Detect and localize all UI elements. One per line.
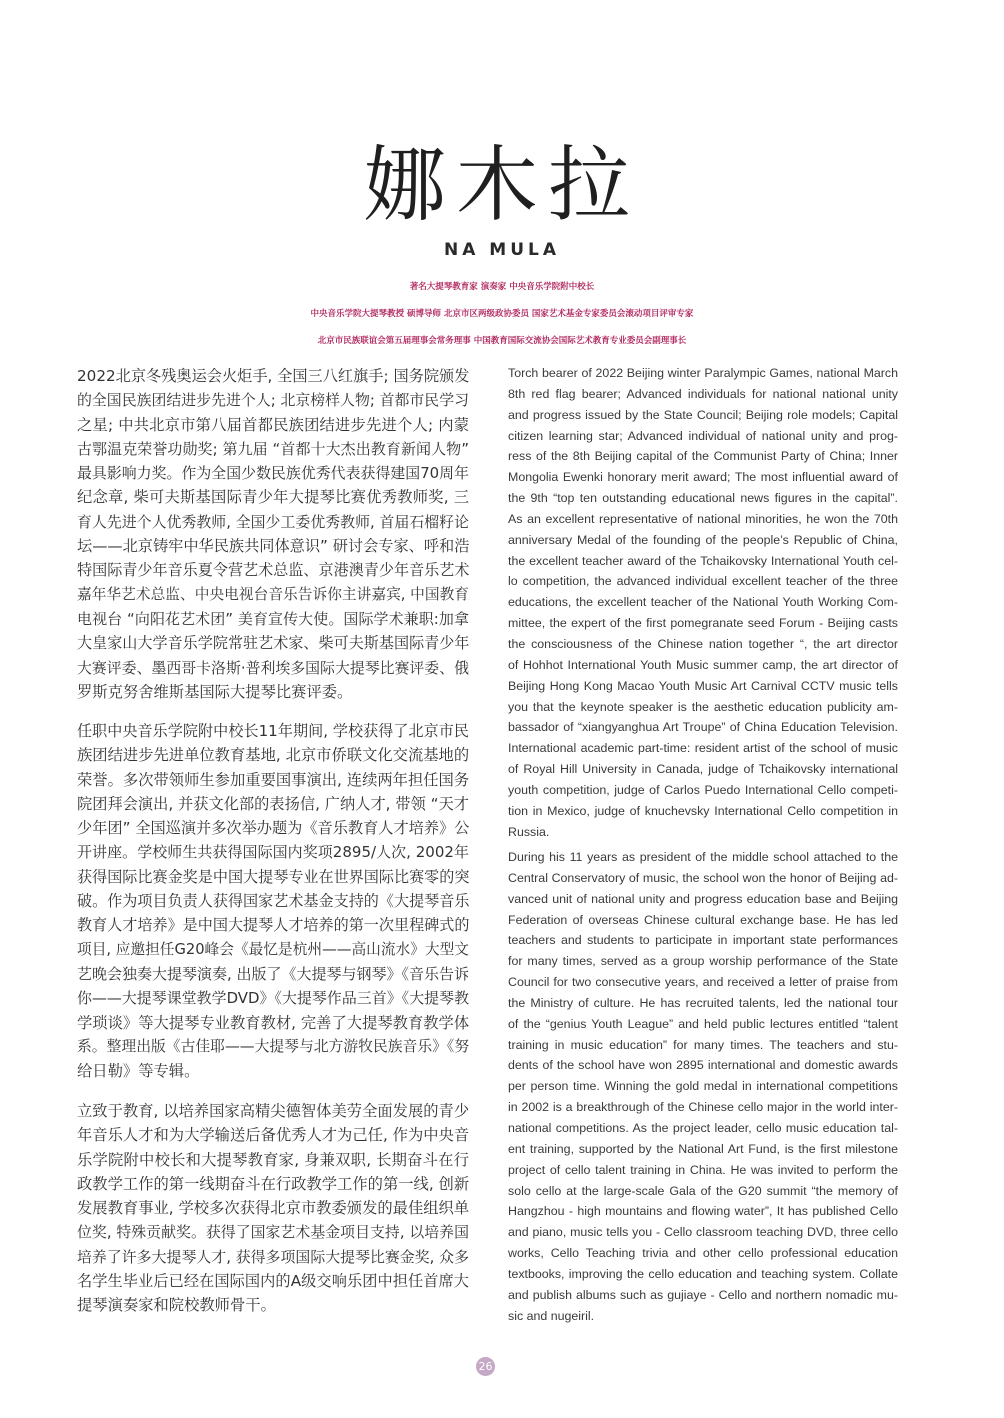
text-line: of Hohhot International Youth Music summer camp, the art director of <box>508 657 898 672</box>
text-line: 给日勒》等专辑。 <box>77 1062 200 1081</box>
text-line: 纪念章, 柴可夫斯基国际青少年大提琴比赛优秀教师奖, 三 <box>77 488 469 507</box>
text-line: 院团拜会演出, 并获文化部的表扬信, 广纳人才, 带领 “天才 <box>77 794 469 813</box>
text-line: During his 11 years as president of the middle school attached to the <box>508 850 898 864</box>
text-line: 政教学工作的第一线期奋斗在行政教学工作的第一线, 创新 <box>77 1174 469 1193</box>
text-line: 学琐谈》等大提琴专业教育教材, 完善了大提琴教育教学体 <box>77 1013 469 1032</box>
text-line: works, Cello Teaching trivia and other cello professional education <box>508 1246 898 1261</box>
chinese-paragraph <box>77 1099 469 1318</box>
text-line: 艺晚会独奏大提琴演奏, 出版了《大提琴与钢琴》《音乐告诉 <box>77 964 469 983</box>
text-line: 罗斯克努舍维斯基国际大提琴比赛评委。 <box>77 682 353 701</box>
name-english-title: NA MULA <box>443 240 560 260</box>
chinese-paragraph <box>77 364 469 704</box>
text-line: 项目, 应邀担任G20峰会《最忆是杭州——高山流水》大型文 <box>77 940 469 958</box>
text-line: 乐学院附中校长和大提琴教育家, 身兼双职, 长期奋斗在行 <box>77 1150 469 1169</box>
text-line: ent training, supported by the National Art Fund, is the first milestone <box>508 1141 898 1156</box>
text-line: 立致于教育, 以培养国家高精尖德智体美劳全面发展的青少 <box>77 1102 469 1120</box>
text-line: 大赛评委、墨西哥卡洛斯·普利埃多国际大提琴比赛评委、俄 <box>77 658 469 677</box>
text-line: Torch bearer of 2022 Beijing winter Paralympic Games, national March <box>508 366 898 380</box>
text-line: training in music education” for many times. The teachers and stu- <box>508 1037 898 1052</box>
text-line: lo competition, the advanced individual excellent teacher of the three <box>508 574 898 589</box>
chinese-paragraph <box>77 719 469 1083</box>
text-line: and publish albums such as gujiaye - Cello and northern nomadic mu- <box>508 1287 898 1302</box>
text-line: Russia. <box>508 824 550 839</box>
text-line: 开讲座。学校师生共获得国际国内奖项2895/人次, 2002年 <box>77 843 469 862</box>
text-line: and progress issued by the State Council; Beijing role models; Capital <box>508 407 898 422</box>
text-line: International academic part-time: resident artist of the school of music <box>508 741 898 756</box>
text-line: 你——大提琴课堂教学DVD》《大提琴作品三首》《大提琴教 <box>77 989 469 1008</box>
text-line: 坛——北京铸牢中华民族共同体意识” 研讨会专家、呼和浩 <box>77 537 469 556</box>
text-line: Beijing Hong Kong Macao Youth Music Art Carnival CCTV music tells <box>508 678 898 693</box>
text-line: 破。作为项目负责人获得国家艺术基金支持的《大提琴音乐 <box>77 892 469 911</box>
text-line: 教育人才培养》是中国大提琴人才培养的第一次里程碑式的 <box>77 916 469 935</box>
text-line: project of cello talent training in China. He was invited to perform the <box>508 1162 898 1177</box>
text-line: bassador of “xiangyanghua Art Troupe” of China Education Television. <box>508 720 898 735</box>
text-line: in 2002 is a breakthrough of the Chinese cello major in the world inter- <box>508 1100 898 1115</box>
text-line: the 9th “top ten outstanding educational news figures in the capital”. <box>508 491 898 506</box>
text-line: 获得国际比赛金奖是中国大提琴专业在世界国际比赛零的突 <box>77 867 469 886</box>
text-line: the Ministry of culture. He has recruited talents, led the national tour <box>508 995 898 1010</box>
text-line: 培养了许多大提琴人才, 获得多项国际大提琴比赛金奖, 众多 <box>77 1247 469 1266</box>
text-line: Hangzhou - high mountains and flowing water”, It has published Cello <box>508 1204 898 1219</box>
text-line: 育人先进个人优秀教师, 全国少工委优秀教师, 首届石榴籽论 <box>77 512 469 531</box>
text-line: 位奖, 特殊贡献奖。获得了国家艺术基金项目支持, 以培养国 <box>77 1223 469 1242</box>
text-line: 电视台 “向阳花艺术团” 美育宣传大使。国际学术兼职:加拿 <box>77 609 469 628</box>
text-line: 之星; 中共北京市第八届首都民族团结进步先进个人; 内蒙 <box>77 415 469 434</box>
text-line: dents of the school have won 2895 international and domestic awards <box>508 1058 898 1073</box>
text-line: 最具影响力奖。作为全国少数民族优秀代表获得建国70周年 <box>77 464 469 483</box>
text-line: 荣誉。多次带领师生参加重要国事演出, 连续两年担任国务 <box>77 770 469 789</box>
text-line: Federation of overseas Chinese cultural exchange base. He has led <box>508 912 898 927</box>
text-line: tion in Mexico, judge of knuchevsky International Cello competition in <box>508 803 898 818</box>
text-line: 大皇家山大学音乐学院常驻艺术家、柴可夫斯基国际青少年 <box>77 634 469 653</box>
text-line: national competitions. As the project leader, cello music education tal- <box>508 1120 898 1135</box>
english-paragraph <box>508 847 898 1326</box>
text-line: teachers and students to participate in important state performances <box>508 933 898 948</box>
text-line: 任职中央音乐学院附中校长11年期间, 学校获得了北京市民 <box>77 722 469 740</box>
text-line: youth competition, judge of Carlos Puedo International Cello competi- <box>508 782 898 797</box>
text-line: 系。整理出版《古佳耶——大提琴与北方游牧民族音乐》《努 <box>77 1037 469 1055</box>
role-line: 著名大提琴教育家 演奏家 中央音乐学院附中校长 <box>409 282 595 292</box>
text-line: 2022北京冬残奥运会火炬手, 全国三八红旗手; 国务院颁发 <box>77 367 469 385</box>
text-line: 的全国民族团结进步先进个人; 北京榜样人物; 首都市民学习 <box>77 391 469 410</box>
text-line: 嘉年华艺术总监、中央电视台音乐告诉你主讲嘉宾, 中国教育 <box>77 585 469 603</box>
role-line: 北京市民族联谊会第五届理事会常务理事 中国教育国际交流协会国际艺术教育专业委员会副理事长 <box>317 336 687 346</box>
text-line: you that the keynote speaker is the aesthetic education publicity am- <box>508 699 898 714</box>
text-line: anniversary Medal of the founding of the people’s Republic of China, <box>508 532 898 547</box>
english-paragraph <box>508 363 898 842</box>
text-line: 名学生毕业后已经在国际国内的A级交响乐团中担任首席大 <box>77 1272 469 1291</box>
text-line: and piano, music tells you - Cello classroom teaching DVD, three cello <box>508 1225 898 1240</box>
text-line: 发展教育事业, 学校多次获得北京市教委颁发的最佳组织单 <box>77 1199 469 1218</box>
text-line: of the “genius Youth League” and held public lectures entitled “talent <box>508 1016 898 1031</box>
text-line: 特国际青少年音乐夏令营艺术总监、京港澳青少年音乐艺术 <box>77 561 469 580</box>
text-line: 少年团” 全国巡演并多次举办题为《音乐教育人才培养》公 <box>77 819 469 838</box>
text-line: Mongolia Ewenki honorary merit award; The most influential award of <box>508 470 898 485</box>
text-line: textbooks, improving the cello education and teaching system. Collate <box>508 1266 898 1281</box>
name-chinese-title: 娜木拉 <box>363 138 640 233</box>
text-line: ress of the 8th Beijing capital of the Communist Party of China; Inner <box>508 449 898 464</box>
text-line: for many times, served as a group worship performance of the State <box>508 954 898 969</box>
text-line: 8th red flag bearer; Advanced individuals for national national unity <box>508 386 898 401</box>
text-line: educations, the excellent teacher of the National Youth Working Com- <box>508 595 898 610</box>
text-line: citizen learning star; Advanced individual of national unity and prog- <box>508 428 898 443</box>
role-line: 中央音乐学院大提琴教授 硕博导师 北京市区两级政协委员 国家艺术基金专家委员会滚动项目评审专家 <box>310 309 694 319</box>
text-line: 年音乐人才和为大学输送后备优秀人才为己任, 作为中央音 <box>77 1126 469 1145</box>
text-line: Council for two consecutive years, and received a letter of praise from <box>508 975 898 990</box>
text-line: solo cello at the large-scale Gala of the G20 summit “the memory of <box>508 1183 898 1198</box>
text-line: the consciousness of the Chinese nation together “, the art director <box>508 636 898 651</box>
text-line: of Royal Hill University in Canada, judge of Tchaikovsky international <box>508 762 898 777</box>
text-line: per person time. Winning the gold medal in international competitions <box>508 1079 898 1094</box>
text-line: As an excellent representative of national minorities, he won the 70th <box>508 511 898 526</box>
text-line: 族团结进步先进单位教育基地, 北京市侨联文化交流基地的 <box>77 746 469 765</box>
page-number-badge: 26 <box>476 1357 495 1376</box>
text-line: 提琴演奏家和院校教师骨干。 <box>77 1296 276 1315</box>
text-line: vanced unit of national unity and progress education base and Beijing <box>508 891 898 906</box>
text-line: the excellent teacher award of the Tchaikovsky International Youth cel- <box>508 553 898 568</box>
text-line: mittee, the expert of the first pomegranate seed Forum - Beijing casts <box>508 616 898 631</box>
text-line: sic and nugeiril. <box>508 1308 595 1323</box>
text-line: Central Conservatory of music, the school won the honor of Beijing ad- <box>508 870 898 885</box>
text-line: 古鄂温克荣誉功勋奖; 第九届 “首都十大杰出教育新闻人物” <box>77 439 469 458</box>
roles-block <box>0 274 1004 355</box>
